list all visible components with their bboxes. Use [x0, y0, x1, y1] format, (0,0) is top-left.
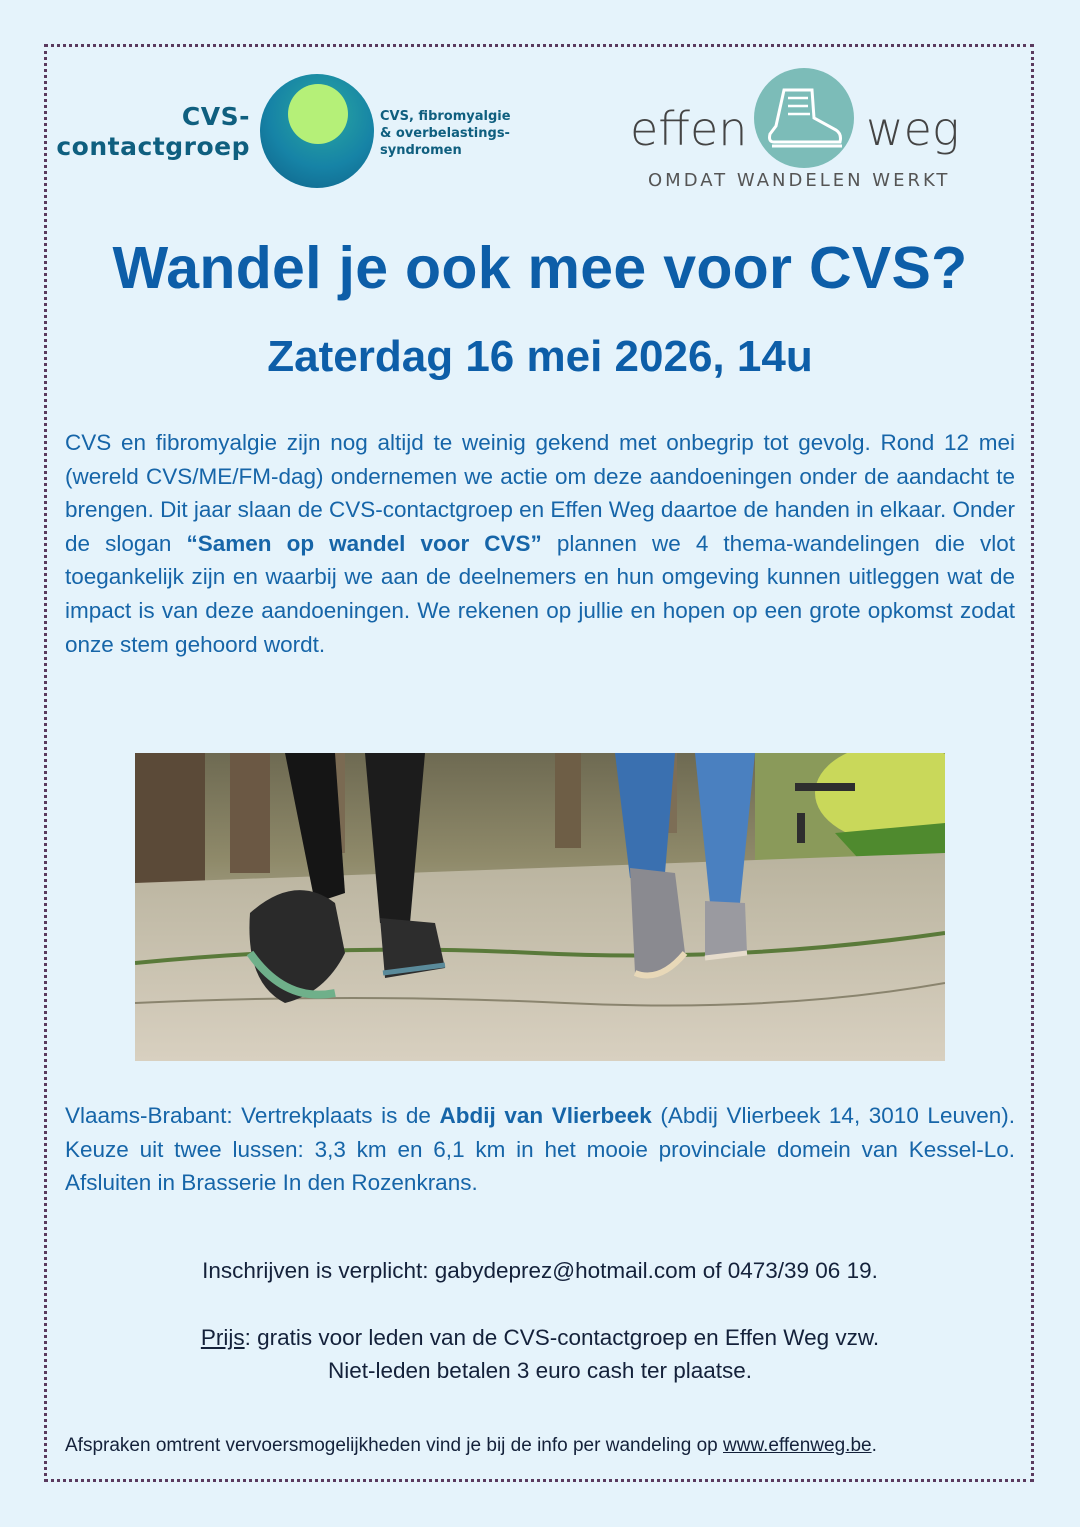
cvs-logo-tagline — [380, 108, 511, 159]
cvs-logo-wordmark — [56, 102, 250, 162]
footer-note — [65, 1435, 877, 1457]
registration-line: Inschrijven is verplicht: gabydeprez@hotmail.com of 0473/39 06 19. — [202, 1258, 878, 1283]
hiking-boot-icon — [754, 68, 854, 168]
cvs-logo-word-line2: contactgroep — [56, 132, 250, 161]
cvs-tag-line3: syndromen — [380, 143, 462, 158]
intro-slogan: “Samen op wandel voor CVS” — [186, 530, 542, 556]
cvs-tag-line2: & overbelastings- — [380, 126, 510, 141]
effen-weg-word-right: weg — [866, 102, 960, 156]
effen-weg-slogan: OMDAT WANDELEN WERKT — [648, 170, 951, 191]
price-text: : gratis voor leden van de CVS-contactgroep en Effen Weg vzw. — [244, 1325, 880, 1350]
location-paragraph — [65, 1099, 1015, 1200]
price-line — [0, 1325, 1080, 1351]
cvs-tag-line1: CVS, fibromyalgie — [380, 109, 511, 124]
location-venue: Abdij van Vlierbeek — [439, 1103, 652, 1128]
cvs-logo-green-dot-icon — [288, 84, 348, 144]
price-line2: Niet-leden betalen 3 euro cash ter plaatse. — [327, 1358, 753, 1383]
location-text-part2: (Abdij Vlierbeek 14, 3010 Leuven). Keuze uit twee lussen: 3,3 km en 6,1 km in het mooie provinciale domein van Kessel-Lo. Afsluiten in Brasserie In den Rozenkrans. — [65, 1103, 1015, 1196]
location-text-part1: Vlaams-Brabant: Vertrekplaats is de — [65, 1103, 440, 1128]
cvs-logo-word-line1: CVS- — [181, 102, 250, 131]
intro-text-part1: CVS en fibromyalgie zijn nog altijd te weinig gekend met onbegrip tot gevolg. Rond 12 mei (wereld CVS/ME/FM-dag) ondernemen we actie om deze aandoeningen onder de aandacht te brengen. Dit jaar slaan de CVS-contactgroep en Effen Weg daartoe de handen in elkaar. Onder de slogan — [65, 430, 1015, 556]
intro-text-part2: plannen we 4 thema-wandelingen die vlot toegankelijk zijn en waarbij we aan de deelnemers en hun omgeving kunnen uitleggen wat de impact is van deze aandoeningen. We rekenen op jullie en hopen op een grote opkomst zodat onze stem gehoord wordt. — [65, 530, 1015, 657]
page-title: Wandel je ook mee voor CVS? — [112, 235, 968, 301]
effenweg-website-link[interactable]: www.effenweg.be — [723, 1435, 872, 1456]
effen-weg-word-left: effen — [630, 102, 748, 156]
intro-paragraph — [65, 426, 1015, 661]
effen-weg-logo — [628, 66, 968, 196]
footer-end: . — [871, 1435, 877, 1456]
footer-text: Afspraken omtrent vervoersmogelijkheden vind je bij de info per wandeling op — [65, 1435, 723, 1456]
cvs-contactgroep-logo — [56, 72, 542, 192]
cvs-logo-circle-icon — [260, 74, 374, 188]
event-date: Zaterdag 16 mei 2026, 14u — [267, 332, 813, 381]
walking-feet-photo — [135, 753, 945, 1061]
price-label: Prijs — [200, 1325, 245, 1350]
